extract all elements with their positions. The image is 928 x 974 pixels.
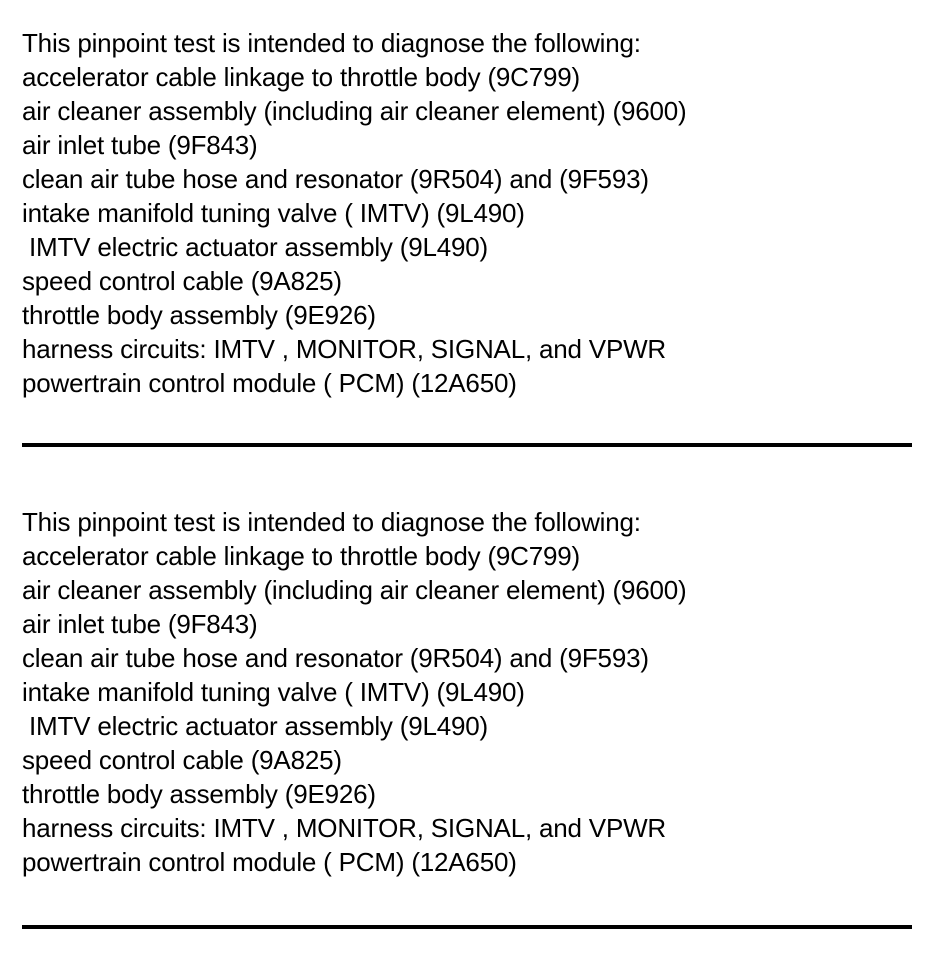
section-divider: [22, 443, 912, 447]
diagnose-item: clean air tube hose and resonator (9R504) and (9F593): [22, 164, 649, 194]
section-intro: This pinpoint test is intended to diagnose the following:: [22, 507, 641, 537]
diagnose-item: intake manifold tuning valve ( IMTV) (9L490): [22, 677, 525, 707]
diagnose-item: powertrain control module ( PCM) (12A650): [22, 368, 517, 398]
diagnose-item: speed control cable (9A825): [22, 266, 342, 296]
diagnose-item: accelerator cable linkage to throttle body (9C799): [22, 541, 580, 571]
diagnose-item: air inlet tube (9F843): [22, 130, 258, 160]
diagnose-item: harness circuits: IMTV , MONITOR, SIGNAL, and VPWR: [22, 334, 666, 364]
diagnose-item: speed control cable (9A825): [22, 745, 342, 775]
diagnose-item: clean air tube hose and resonator (9R504) and (9F593): [22, 643, 649, 673]
diagnose-item: powertrain control module ( PCM) (12A650): [22, 847, 517, 877]
diagnose-item: throttle body assembly (9E926): [22, 300, 376, 330]
diagnose-item: intake manifold tuning valve ( IMTV) (9L490): [22, 198, 525, 228]
diagnose-item: air inlet tube (9F843): [22, 609, 258, 639]
diagnose-item: IMTV electric actuator assembly (9L490): [22, 232, 488, 262]
diagnose-item: harness circuits: IMTV , MONITOR, SIGNAL, and VPWR: [22, 813, 666, 843]
diagnose-item: accelerator cable linkage to throttle body (9C799): [22, 62, 580, 92]
diagnose-item: throttle body assembly (9E926): [22, 779, 376, 809]
diagnose-item: air cleaner assembly (including air cleaner element) (9600): [22, 96, 687, 126]
diagnose-item: IMTV electric actuator assembly (9L490): [22, 711, 488, 741]
pinpoint-section-2: [22, 505, 912, 879]
section-divider: [22, 925, 912, 929]
pinpoint-section-1: [22, 26, 912, 400]
diagnose-item: air cleaner assembly (including air cleaner element) (9600): [22, 575, 687, 605]
section-intro: This pinpoint test is intended to diagnose the following:: [22, 28, 641, 58]
